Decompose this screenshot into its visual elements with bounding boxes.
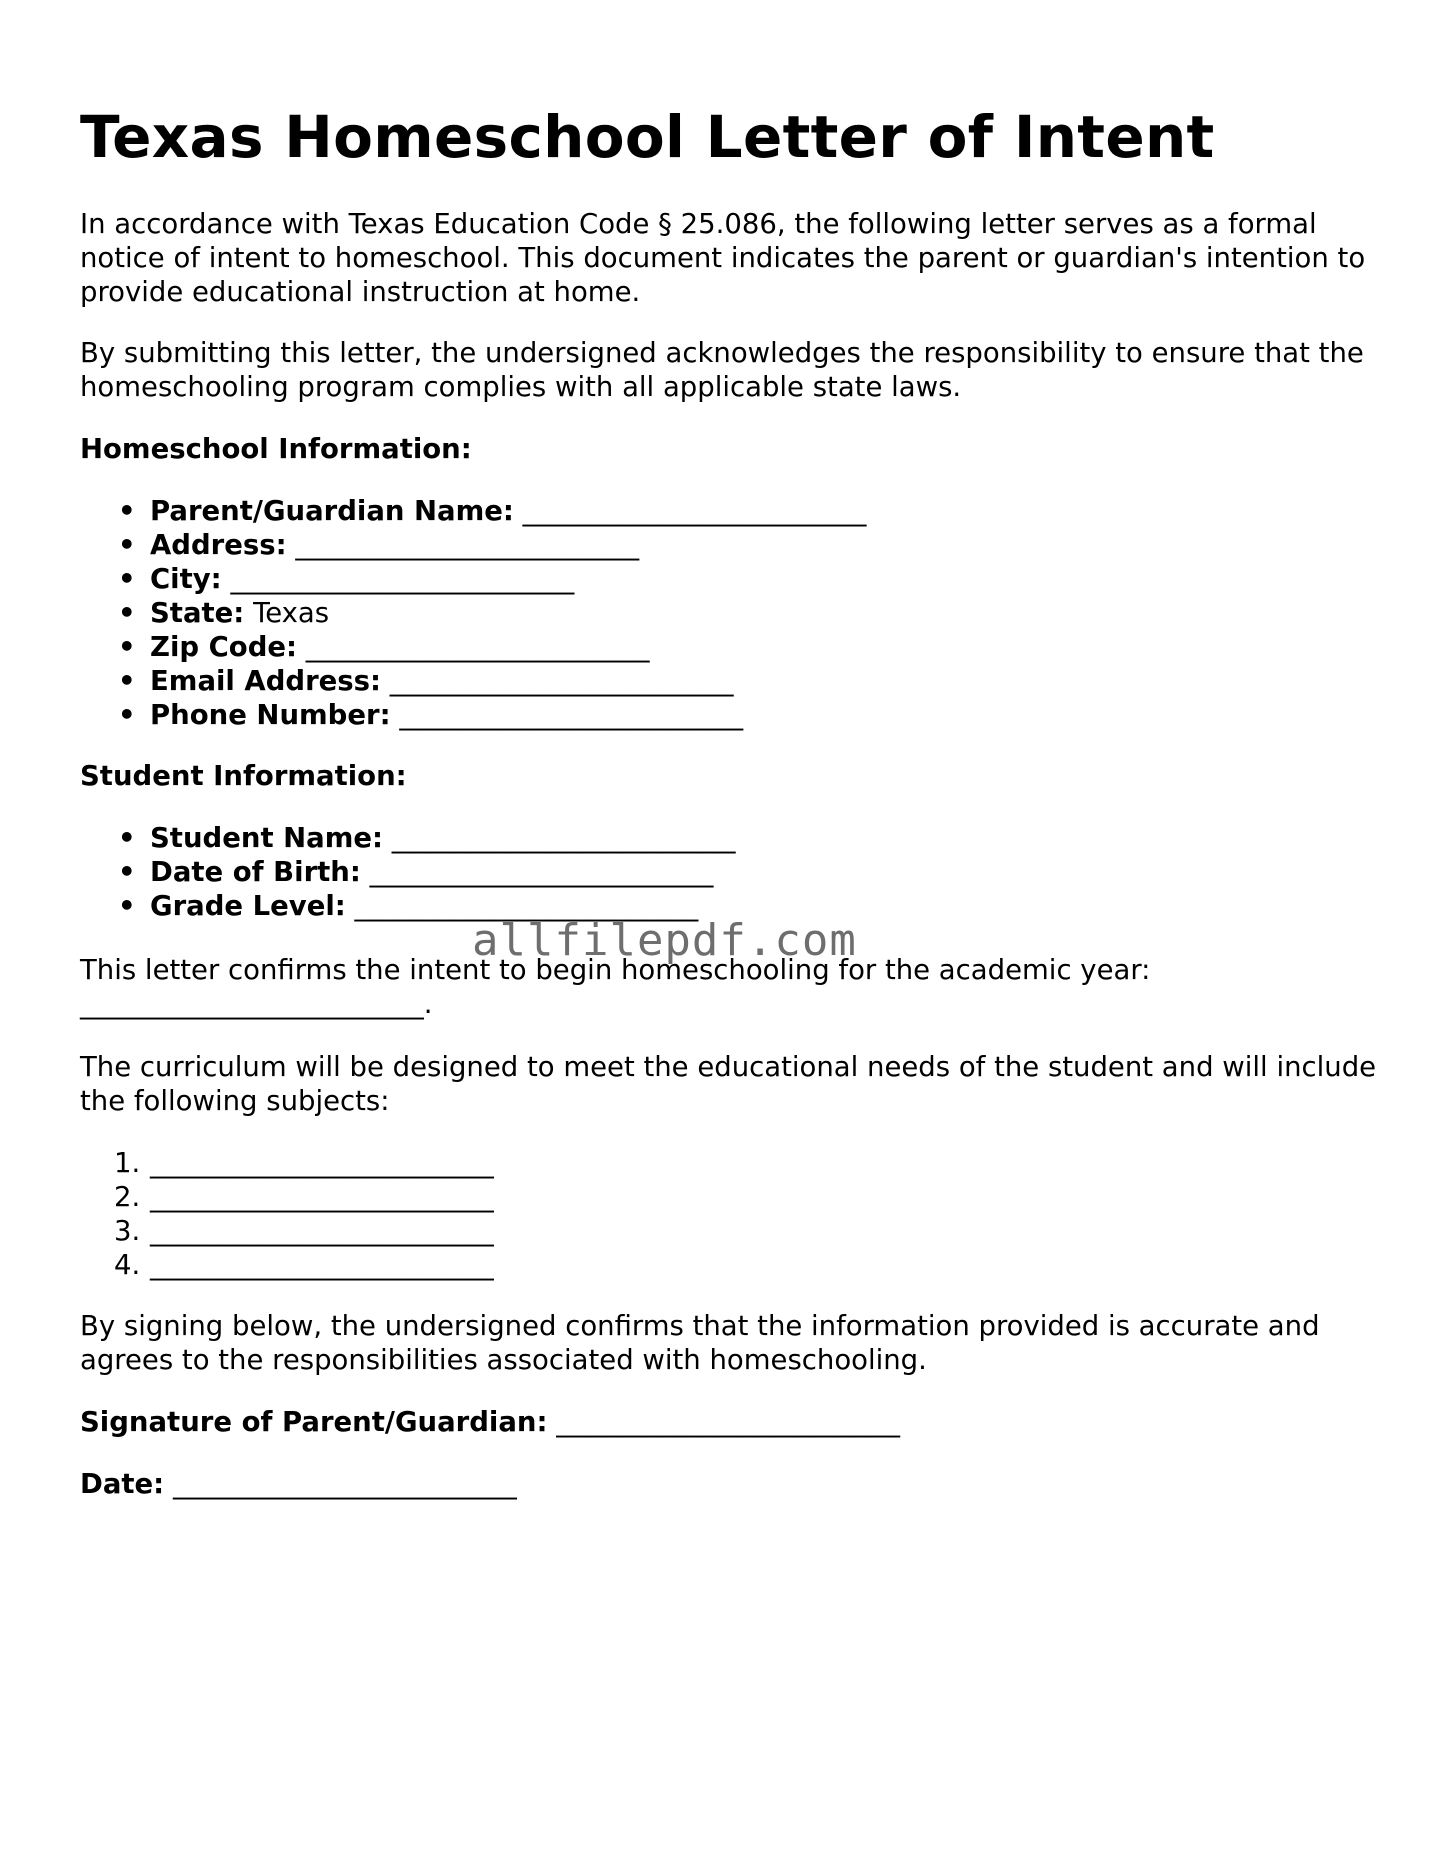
city-blank[interactable]: _________________________ bbox=[230, 563, 575, 595]
zip-code-blank[interactable]: _________________________ bbox=[305, 631, 650, 663]
subject-item: 3. _________________________ bbox=[114, 1215, 494, 1247]
date-line bbox=[80, 1467, 1380, 1501]
subject-blank[interactable]: _________________________ bbox=[150, 1147, 494, 1179]
subject-item: 1. _________________________ bbox=[114, 1147, 494, 1179]
student-info-heading: Student Information: bbox=[80, 760, 407, 792]
subject-blank[interactable]: _________________________ bbox=[150, 1215, 494, 1247]
parent-name-blank[interactable]: _________________________ bbox=[522, 495, 867, 527]
curriculum-paragraph: The curriculum will be designed to meet the educational needs of the student and will include the following subjects: bbox=[80, 1051, 1377, 1117]
signature-line bbox=[80, 1405, 1380, 1439]
acknowledgement-paragraph: By submitting this letter, the undersigned acknowledges the responsibility to ensure that the homeschooling program complies with all applicable state laws. bbox=[80, 337, 1364, 403]
signature-blank[interactable]: _________________________ bbox=[556, 1406, 900, 1438]
subject-item: 2. _________________________ bbox=[114, 1181, 494, 1213]
email-blank[interactable]: _________________________ bbox=[389, 665, 734, 697]
field-address: • Address: _________________________ bbox=[80, 528, 866, 562]
field-zip-code: • Zip Code: _________________________ bbox=[80, 630, 866, 664]
academic-year-blank[interactable]: _________________________. bbox=[80, 988, 433, 1020]
subjects-list bbox=[80, 1146, 494, 1282]
field-phone: • Phone Number: _________________________ bbox=[80, 698, 866, 732]
field-email: • Email Address: _________________________ bbox=[80, 664, 866, 698]
date-blank[interactable]: _________________________ bbox=[172, 1468, 517, 1500]
field-student-name: • Student Name: _________________________ bbox=[80, 821, 736, 855]
field-parent-name: • Parent/Guardian Name: _________________________ bbox=[80, 494, 866, 528]
field-city: • City: _________________________ bbox=[80, 562, 866, 596]
student-name-blank[interactable]: _________________________ bbox=[391, 822, 736, 854]
academic-year-text: This letter confirms the intent to begin homeschooling for the academic year: bbox=[80, 954, 1151, 986]
subject-blank[interactable]: _________________________ bbox=[150, 1181, 494, 1213]
state-value: Texas bbox=[253, 597, 330, 629]
closing-paragraph: By signing below, the undersigned confirms that the information provided is accurate and agrees to the responsibilities associated with homeschooling. bbox=[80, 1310, 1320, 1376]
grade-level-blank[interactable]: _________________________ bbox=[354, 890, 699, 922]
field-state: • State: Texas bbox=[80, 596, 866, 630]
homeschool-info-list bbox=[80, 494, 866, 732]
student-info-list bbox=[80, 821, 736, 923]
intro-paragraph: In accordance with Texas Education Code § 25.086, the following letter serves as a formal notice of intent to homeschool. This document indicates the parent or guardian's intention to provide educational instruction at home. bbox=[80, 208, 1366, 308]
field-date-of-birth: • Date of Birth: _________________________ bbox=[80, 855, 736, 889]
homeschool-info-heading: Homeschool Information: bbox=[80, 433, 472, 465]
address-blank[interactable]: _________________________ bbox=[295, 529, 640, 561]
page-title: Texas Homeschool Letter of Intent bbox=[80, 103, 1215, 171]
subject-blank[interactable]: _________________________ bbox=[150, 1249, 494, 1281]
subject-item: 4. _________________________ bbox=[114, 1249, 494, 1281]
date-of-birth-blank[interactable]: _________________________ bbox=[369, 856, 714, 888]
phone-blank[interactable]: _________________________ bbox=[399, 699, 744, 731]
field-grade-level: • Grade Level: _________________________ bbox=[80, 889, 736, 923]
signature-label: Signature of Parent/Guardian: bbox=[80, 1406, 548, 1438]
date-label: Date: bbox=[80, 1468, 165, 1500]
watermark: allfilepdf.com bbox=[472, 915, 857, 966]
